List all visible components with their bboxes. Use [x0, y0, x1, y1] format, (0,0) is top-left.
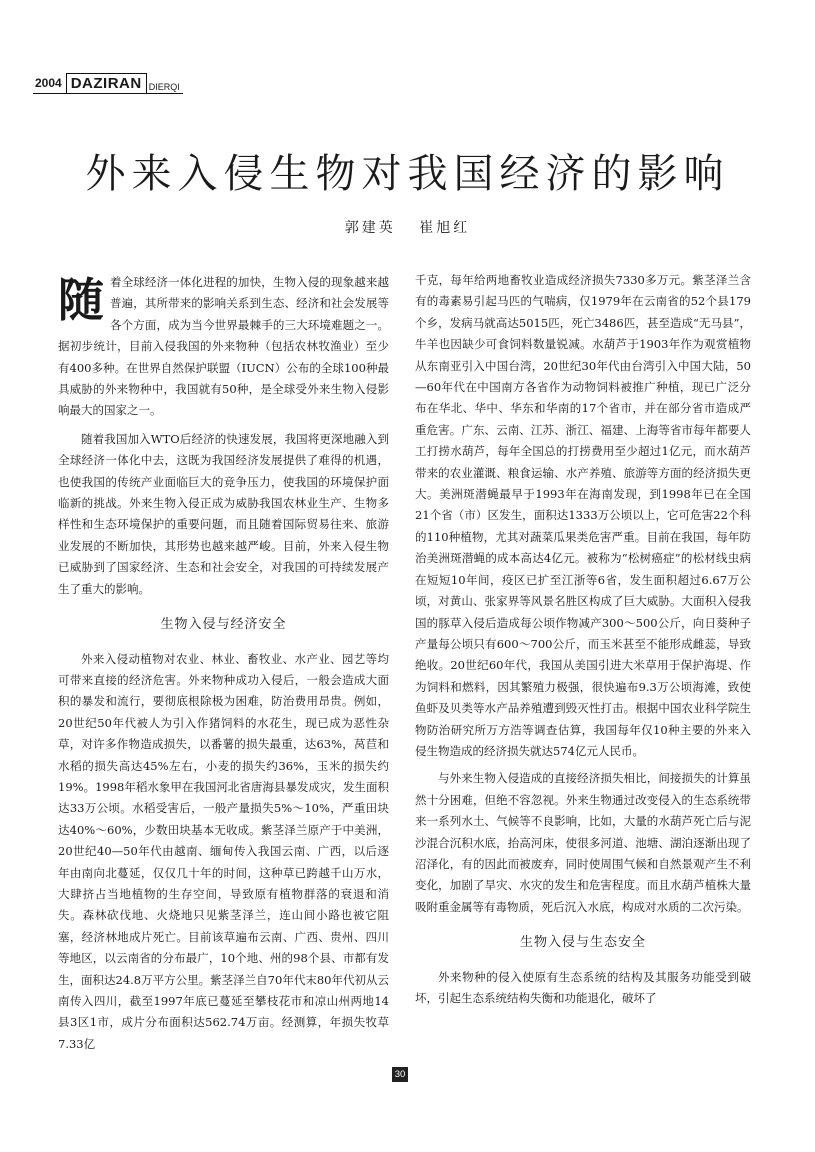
text-column-right: [415, 270, 751, 1009]
section-heading: 生物入侵与经济安全: [160, 617, 287, 633]
masthead-brand: DAZIRAN: [66, 73, 147, 93]
paragraph-text: 着全球经济一体化进程的加快，生物入侵的现象越来越普遍，其所带来的影响关系到生态、经济和社会发展等各个方面，成为当今世界最棘手的三大环境难题之一。据初步统计，目前入侵我国的外来物种（包括农林牧渔业）至少有400多种。在世界自然保护联盟（IUCN）公布的全球100种最具威胁的外来物种中，我国就有50种，是全球受外来生物入侵影响最大的国家之一。: [58, 275, 389, 418]
section-heading: 生物入侵与生态安全: [519, 935, 646, 951]
journal-masthead: [33, 73, 180, 93]
page-number: 30: [392, 1067, 408, 1082]
article-title: 外来入侵生物对我国经济的影响: [85, 151, 730, 197]
paragraph: 随着我国加入WTO后经济的快速发展，我国将更深地融入到全球经济一体化中去，这既为我国经济发展提供了难得的机遇，也使我国的传统产业面临巨大的竞争压力，使我国的环境保护面临新的挑战。外来生物入侵正成为威胁我国农林业生产、生物多样性和生态环境保护的重要问题，而且随着国际贸易往来、旅游业发展的不断加快，其形势也越来越严峻。目前，外来入侵生物已威胁到了国家经济、生态和社会安全，对我国的可持续发展产生了重大的影响。: [58, 431, 389, 596]
paragraph-flow-right: 千克，每年给两地畜牧业造成经济损失7330多万元。紫茎泽兰含有的毒素易引起马匹的气喘病，仅1979年在云南省的52个县179个乡，发病马就高达5015匹，死亡3486匹，甚至造成“无马县”，牛羊也因缺少可食饲料数量锐减。水葫芦于1903年作为观赏植物从东南亚引入中国台湾，20世纪30年代由台湾引入中国大陆，50—60年代在中国南方各省作为动物饲料被推广种植，现已广泛分布在华北、华中、华东和华南的17个省市，并在部分省市造成严重危害。广东、云南、江苏、浙江、福建、上海等省市每年都要人工打捞水葫芦，每年全国总的打捞费用至少超过1亿元，而水葫芦带来的农业灌溉、粮食运输、水产养殖、旅游等方面的经济损失更大。美洲斑潜蝇最早于1993年在海南发现，到1998年已在全国21个省（市）区发生，面积达1333万公顷以上，它可危害22个科的110种植物，尤其对蔬菜瓜果类危害严重。目前在我国，每年防治美洲斑潜蝇的成本高达4亿元。被称为“松树癌症”的松材线虫病在短短10年间，疫区已扩至江浙等6省，发生面积超过6.67万公顷，对黄山、张家界等风景名胜区构成了巨大威胁。大面积入侵我国的豚草入侵后造成每公顷作物减产300～500公斤，向日葵种子产量每公顷只有600～700公斤，而玉米甚至不能形成雌蕊，导致绝收。20世纪60年代，我国从美国引进大米草用于保护海堤、作为饲料和燃料，因其繁殖力极强，很快遍布9.3万公顷海滩，致使鱼虾及贝类等水产品养殖遭到毁灭性打击。根据中国农业科学院生物防治研究所万方浩等调查估算，我国每年仅10种主要的外来入侵生物造成的经济损失就达574亿元人民币。: [415, 273, 751, 758]
author-name: 崔旭红: [419, 220, 471, 236]
masthead-sub: DIERQI: [148, 82, 180, 92]
paragraph: 外来物种的侵入使原有生态系统的结构及其服务功能受到破坏，引起生态系统结构失衡和功能退化，破坏了: [415, 969, 751, 1005]
text-column-left: [58, 272, 389, 1055]
paragraph: 与外来生物入侵造成的直接经济损失相比，间接损失的计算虽然十分困难，但绝不容忽视。外来生物通过改变侵入的生态系统带来一系列水土、气候等不良影响，比如，大量的水葫芦死亡后与泥沙混合沉积水底，抬高河床，使很多河道、池塘、湖泊逐渐出现了沼泽化，有的因此而被废弃，同时使周围气候和自然景观产生不利变化，加剧了旱灾、水灾的发生和危害程度。而且水葫芦植株大量吸附重金属等有毒物质，死后沉入水底，构成对水质的二次污染。: [415, 771, 751, 914]
article-authors: [0, 217, 815, 237]
masthead-rule: [33, 93, 183, 94]
author-name: 郭建英: [344, 220, 396, 236]
paragraph: [58, 272, 389, 422]
dropcap: 随: [58, 273, 104, 327]
masthead-year: 2004: [35, 76, 62, 90]
paragraph-flow-left: 外来入侵动植物对农业、林业、畜牧业、水产业、园艺等均可带来直接的经济危害。外来物种成功入侵后，一般会造成大面积的暴发和流行，要彻底根除极为困难，防治费用昂贵。例如，20世纪50年代被人为引入作猪饲料的水花生，现已成为恶性杂草，对许多作物造成损失，以番薯的损失最重，达63%，莴苣和水稻的损失高达45%左右，小麦的损失约36%，玉米的损失约19%。1998年稻水象甲在我国河北省唐海县暴发成灾，发生面积达33万公顷。水稻受害后，一般产量损失5%～10%，严重田块达40%～60%，少数田块基本无收成。紫茎泽兰原产于中美洲，20世纪40—50年代由越南、缅甸传入我国云南、广西，以后逐年由南向北蔓延，仅仅几十年的时间，这种草已跨越千山万水，大肆挤占当地植物的生存空间，导致原有植物群落的衰退和消失。森林砍伐地、火烧地只见紫茎泽兰，连山间小路也被它阻塞，经济林地成片死亡。目前该草遍布云南、广西、贵州、四川等地区，以云南省的分布最广，10个地、州的98个县、市都有发生，面积达24.8万平方公里。紫茎泽兰自70年代末80年代初从云南传入四川，截至1997年底已蔓延至攀枝花市和凉山州两地14县3区1市，成片分布面积达562.74万亩。经测算，年损失牧草7.33亿: [58, 651, 389, 1051]
